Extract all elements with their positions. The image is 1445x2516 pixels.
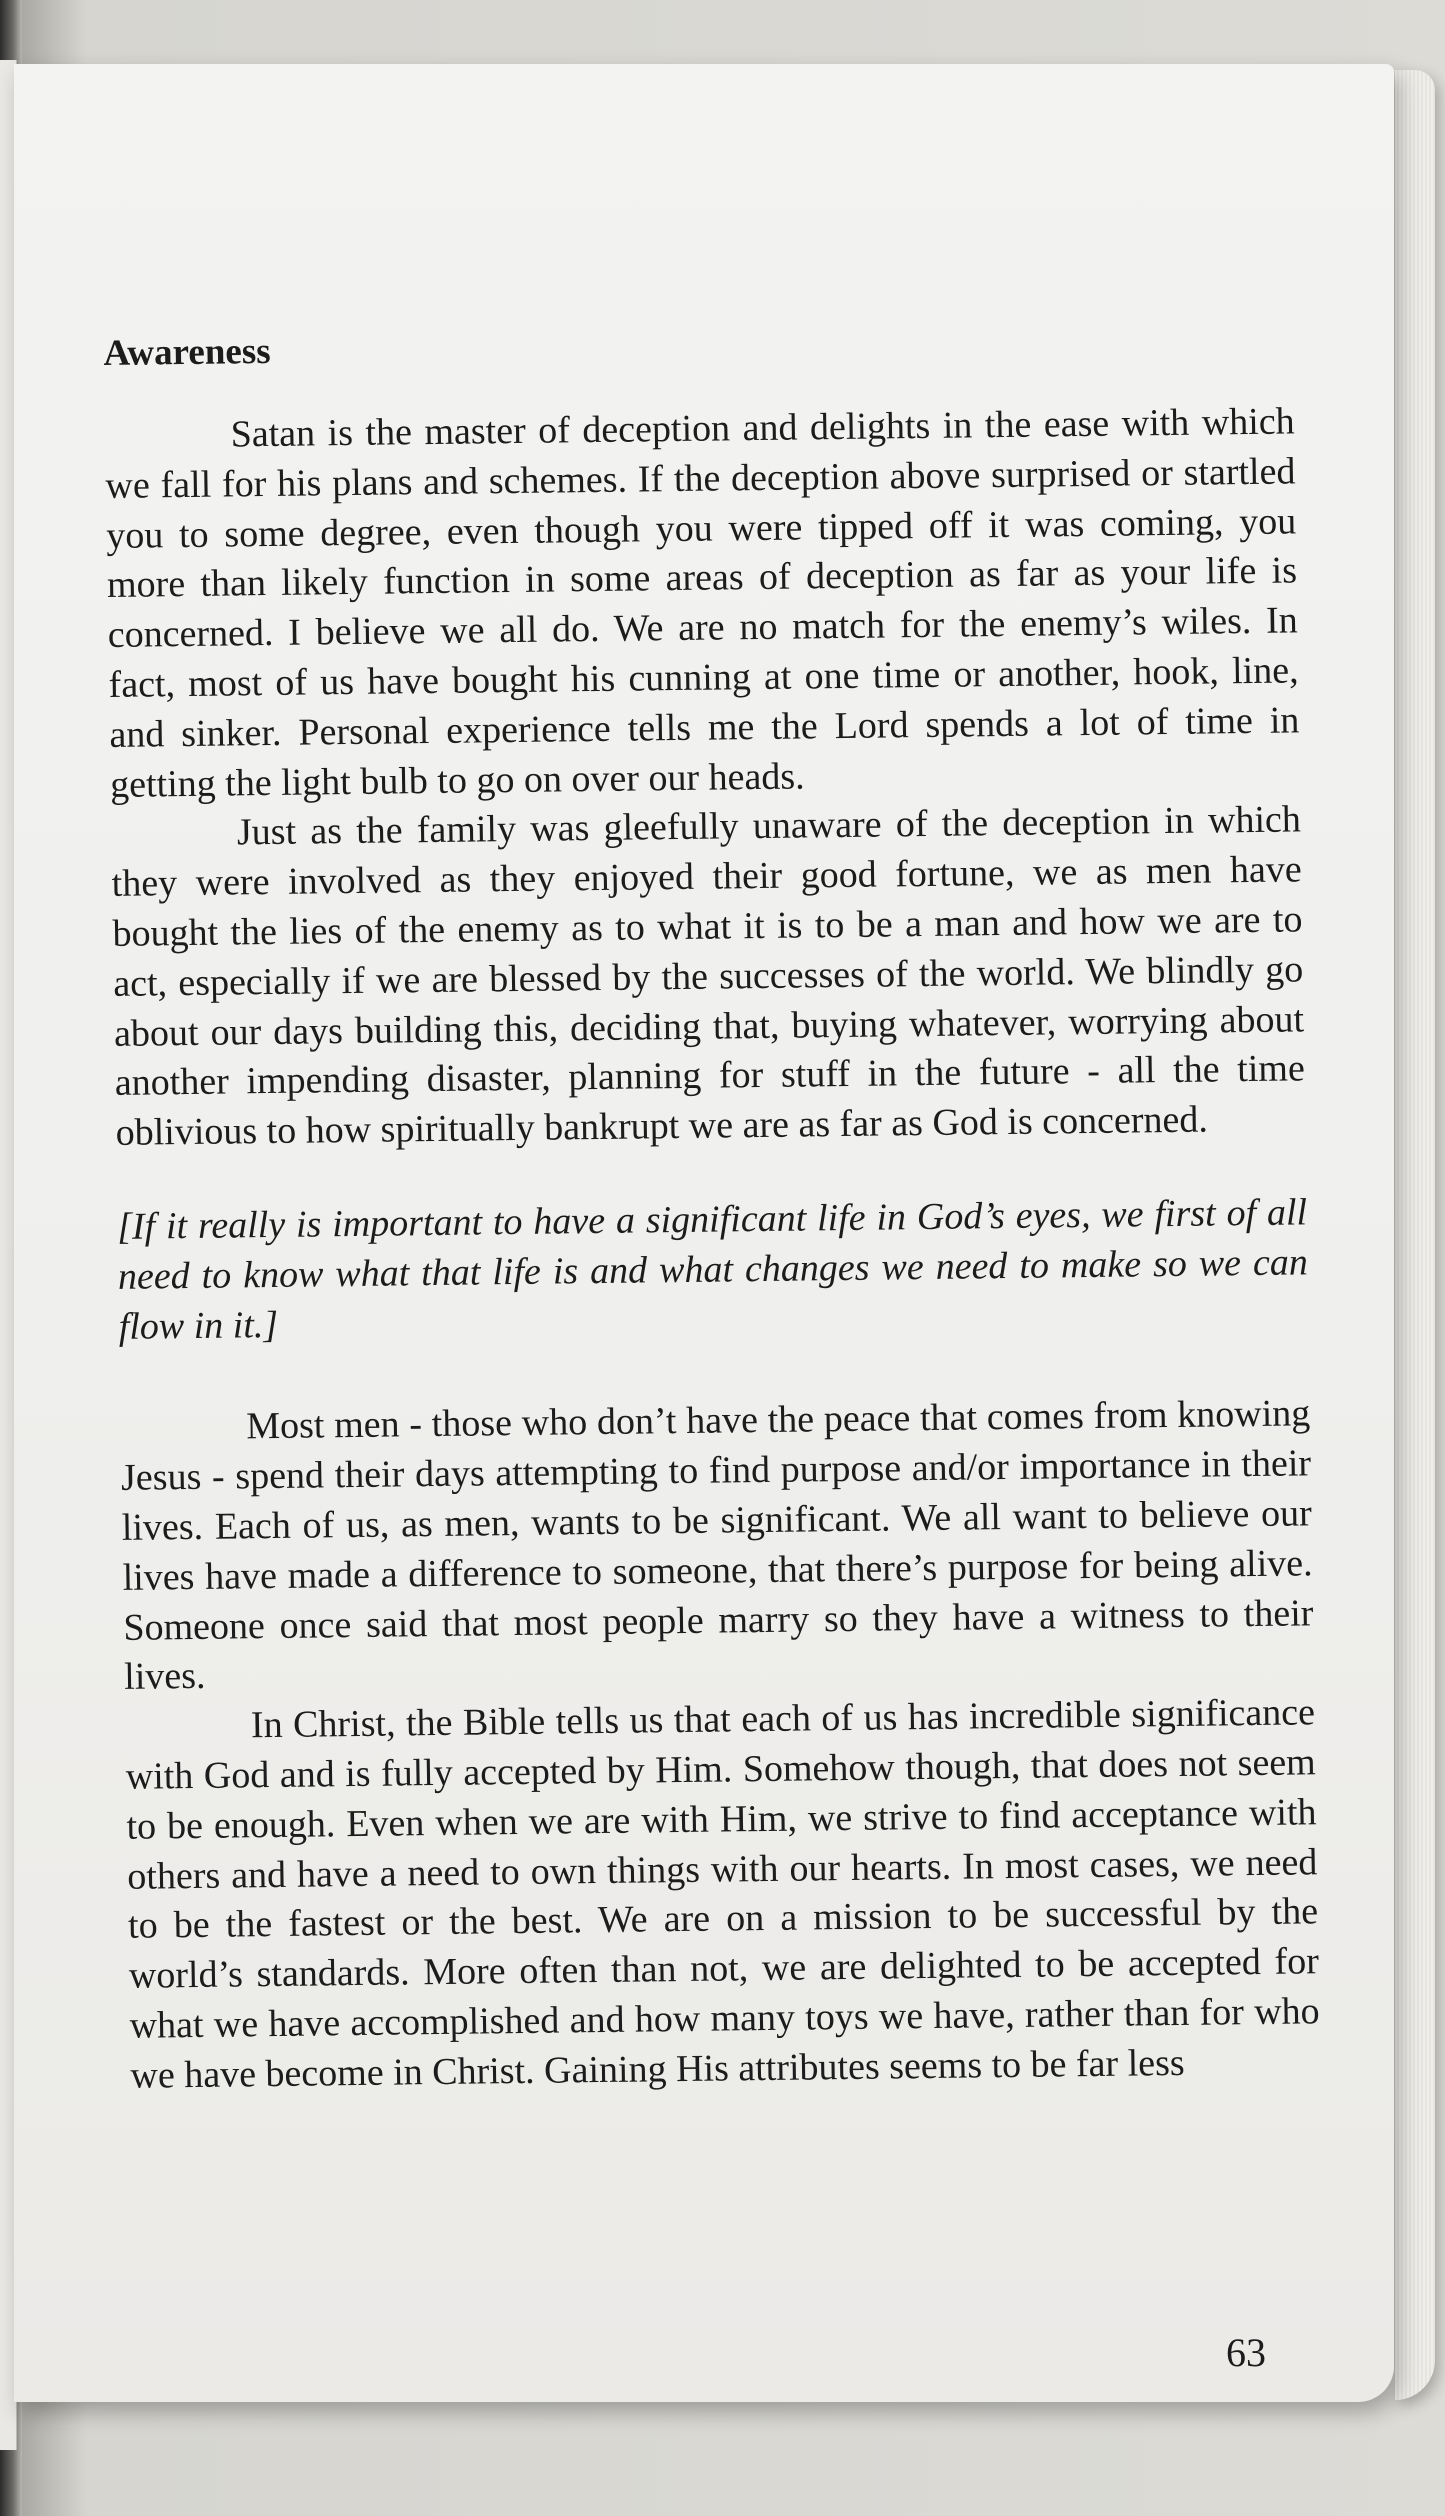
section-heading: Awareness	[103, 330, 271, 374]
paragraph-4: In Christ, the Bible tells us that each of us has incredible significance with God and is fully accepted by Him. Somehow though, that does not seem to be enough. Even when we are with Him, we strive to find acceptance with others and have a need to own things with our hearts. In most cases, we need to be the fastest or the best. We are on a mission to be successful by the world’s standards. More often than not, we are delighted to be accepted for what we have accomplished and how many toys we have, rather than for who we have become in Christ. Gaining His attributes seems to be far less	[125, 1691, 1320, 2097]
paragraph-2: Just as the family was gleefully unaware of the deception in which they were involved as they enjoyed their good fortune, we as men have bought the lies of the enemy as to what it is to be a man and how we are to act, especially if we are blessed by the successes of the world. We blindly go about our days building this, deciding that, buying whatever, worrying about another impending disaster, planning for stuff in the future - all the time oblivious to how spiritually bankrupt we are as far as God is concerned.	[111, 798, 1306, 1155]
book-page	[14, 64, 1394, 2402]
italic-note: [If it really is important to have a significant life in God’s eyes, we first of all need to know what that life is and what changes we need to make so we can flow in it.]	[116, 1191, 1309, 1348]
paragraph-3: Most men - those who don’t have the peace that comes from knowing Jesus - spend their days attempting to find purpose and/or importance in their lives. Each of us, as men, wants to be significant. We all want to believe our lives have made a difference to someone, that there’s purpose for being alive. Someone once said that most people marry so they have a witness to their lives.	[120, 1392, 1314, 1699]
page-number: 63	[1226, 2330, 1266, 2375]
page-stack-edge	[1395, 70, 1435, 2400]
paragraph-1: Satan is the master of deception and delights in the ease with which we fall for his plans and schemes. If the deception above surprised or startled you to some degree, even though you were tipped off it was coming, you more than likely function in some areas of deception as far as your life is concerned. I believe we all do. We are no match for the enemy’s wiles. In fact, most of us have bought his cunning at one time or another, hook, line, and sinker. Personal experience tells me the Lord spends a lot of time in getting the light bulb to go on over our heads.	[105, 400, 1300, 806]
page-text-block	[102, 249, 1321, 2101]
